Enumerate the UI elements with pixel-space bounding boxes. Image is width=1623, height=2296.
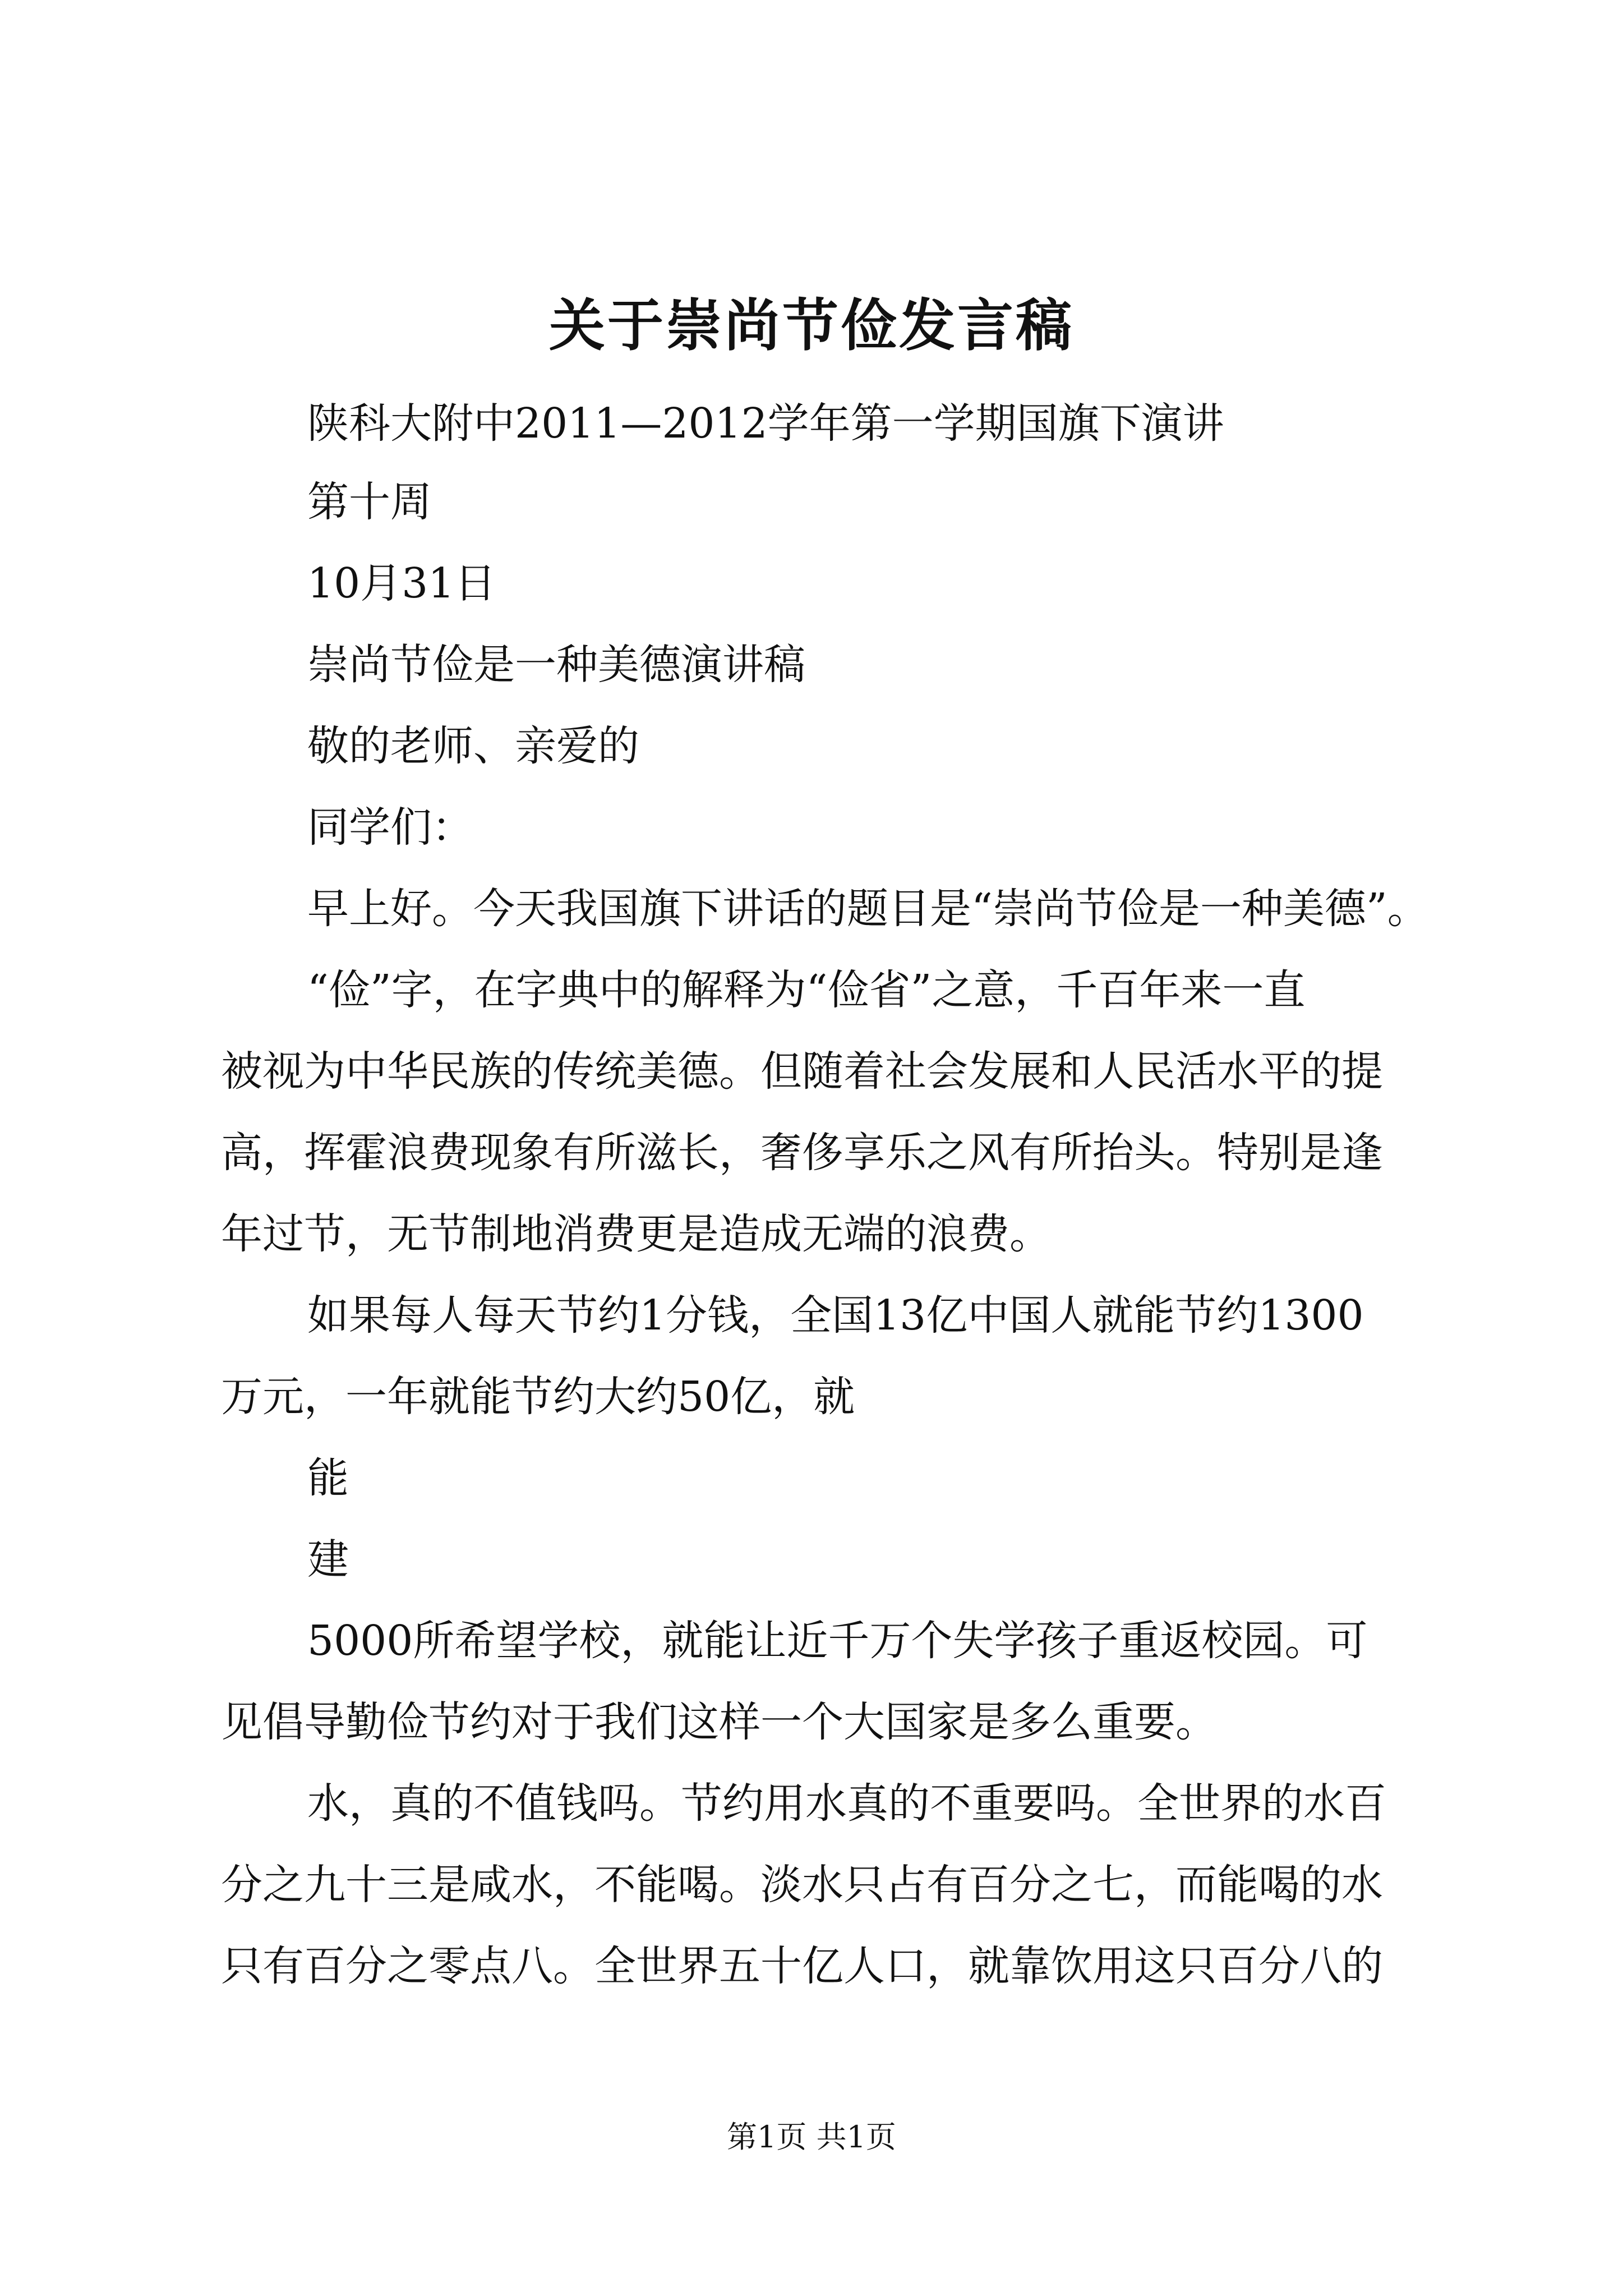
paragraph-line: 同学们： xyxy=(307,803,473,852)
paragraph-line: 崇尚节俭是一种美德演讲稿 xyxy=(307,641,805,689)
paragraph-line: 分之九十三是咸水，不能喝。淡水只占有百分之七，而能喝的水 xyxy=(221,1861,1383,1909)
paragraph-line: 建 xyxy=(307,1535,349,1584)
paragraph-line: 能 xyxy=(307,1454,349,1502)
paragraph-line: 水，真的不值钱吗。节约用水真的不重要吗。全世界的水百 xyxy=(307,1779,1386,1828)
paragraph-line: 只有百分之零点八。全世界五十亿人口，就靠饮用这只百分八的 xyxy=(221,1942,1383,1990)
paragraph-line: 敬的老师、亲爱的 xyxy=(307,722,639,770)
paragraph-line: 年过节，无节制地消费更是造成无端的浪费。 xyxy=(221,1210,1051,1258)
paragraph-line: “俭”字，在字典中的解释为“俭省”之意，千百年来一直 xyxy=(307,966,1306,1014)
paragraph-line: 早上好。今天我国旗下讲话的题目是“崇尚节俭是一种美德”。 xyxy=(307,885,1429,933)
paragraph-line: 5000所希望学校，就能让近千万个失学孩子重返校园。可 xyxy=(307,1617,1368,1665)
page-footer: 第1页 共1页 xyxy=(727,2119,896,2155)
paragraph-line: 高，挥霍浪费现象有所滋长，奢侈享乐之风有所抬头。特别是逢 xyxy=(221,1129,1383,1177)
paragraph-line: 被视为中华民族的传统美德。但随着社会发展和人民活水平的提 xyxy=(221,1047,1383,1096)
paragraph-line: 陕科大附中2011—2012学年第一学期国旗下演讲 xyxy=(307,399,1224,448)
document-title: 关于崇尚节俭发言稿 xyxy=(549,292,1074,358)
paragraph-line: 见倡导勤俭节约对于我们这样一个大国家是多么重要。 xyxy=(221,1698,1217,1746)
paragraph-line: 如果每人每天节约1分钱，全国13亿中国人就能节约1300 xyxy=(307,1291,1364,1340)
paragraph-line: 第十周 xyxy=(307,478,432,526)
paragraph-line: 10月31日 xyxy=(307,559,496,608)
paragraph-line: 万元，一年就能节约大约50亿，就 xyxy=(221,1373,855,1421)
